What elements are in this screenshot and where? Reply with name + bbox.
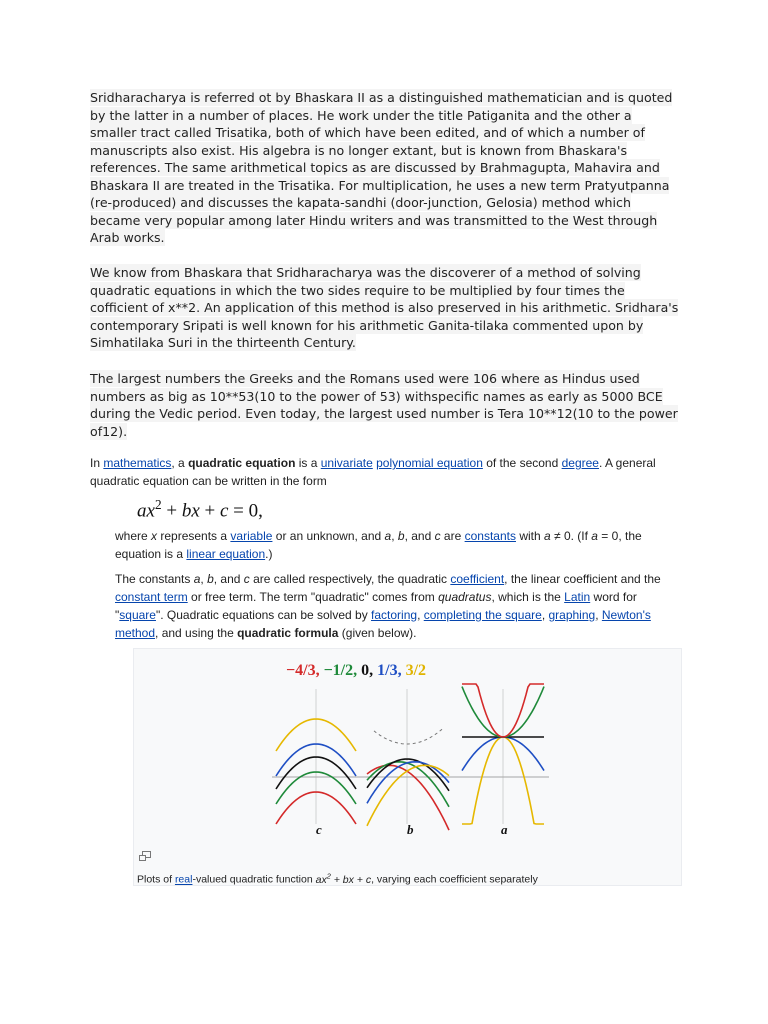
text: The constants: [115, 572, 194, 586]
text: = 0, the equation is a: [115, 529, 642, 561]
figure-panels: [272, 684, 549, 830]
text: , varying each coefficient separately: [371, 873, 538, 886]
curve-b-locus: [374, 729, 442, 744]
link-latin[interactable]: Latin: [564, 590, 591, 604]
enlarge-icon[interactable]: [139, 851, 151, 861]
paragraph-text: We know from Bhaskara that Sridharacharya was the discoverer of a method of solving quadratic equations in which the two sides require to be multiplied by four times the cofficient of x**2. An application of this method is also preserved in his arithmetic. Sridhara's contemporary Sripati is well known for his arithmetic Ganita-tilaka commented upon by Simhatilaka Suri in the thirteenth Century.: [90, 265, 679, 350]
text: of the second: [482, 456, 562, 470]
text: , a: [171, 456, 189, 470]
var-a: a: [544, 529, 551, 543]
text: or an unknown, and: [272, 529, 385, 543]
term-quadratic-equation: quadratic equation: [188, 456, 296, 470]
var-a: a: [591, 529, 598, 543]
text: ,: [417, 608, 424, 622]
wiki-variables-paragraph: [115, 527, 680, 563]
link-real[interactable]: real: [174, 873, 193, 886]
link-linear-equation[interactable]: linear equation: [186, 547, 266, 561]
link-completing-the-square[interactable]: completing the square: [423, 608, 542, 622]
var-b: b: [397, 529, 405, 543]
legend-value-1: −1/2,: [319, 662, 358, 679]
text: , and: [213, 572, 244, 586]
link-degree[interactable]: degree: [561, 456, 599, 470]
text: is a: [295, 456, 321, 470]
text: represents a: [157, 529, 231, 543]
link-constant-term[interactable]: constant term: [115, 590, 188, 604]
text: where: [115, 529, 152, 543]
text: ,: [391, 529, 398, 543]
paragraph-sridharacharya: [90, 89, 682, 247]
text: .): [265, 547, 273, 561]
text: . A general quadratic equation can be written in the form: [90, 456, 656, 488]
link-square[interactable]: square: [119, 608, 156, 622]
quadratic-formula-display: $ax^2$ + bx + c = 0,: [137, 497, 263, 522]
panel-label-a: a: [501, 822, 508, 837]
text: are called respectively, the quadratic: [249, 572, 451, 586]
text: (given below).: [338, 626, 417, 640]
text: Plots of: [137, 873, 175, 886]
link-graphing[interactable]: graphing: [548, 608, 596, 622]
text: with: [515, 529, 544, 543]
link-polynomial-equation[interactable]: polynomial equation: [376, 456, 483, 470]
text: ". Quadratic equations can be solved by: [155, 608, 372, 622]
link-constants[interactable]: constants: [464, 529, 516, 543]
text: , and: [404, 529, 435, 543]
var-a: a: [193, 572, 201, 586]
text: -valued quadratic function: [192, 873, 316, 886]
link-univariate[interactable]: univariate: [320, 456, 373, 470]
paragraph-text: Sridharacharya is referred ot by Bhaskara II as a distinguished mathematician and is quoted by the latter in a number of places. He work under the title Patiganita and the other a smaller tract called Trisatika, both of which have been edited, and of which a number of manuscripts also exist. His algebra is no longer extant, but is known from Bhaskara's references. The same arithmetical topics as are discussed by Brahmagupta, Mahavira and Bhaskara II are treated in the Trisatika. For multiplication, he uses a new term Pratyutpanna (re-produced) and discusses the kapata-sandhi (door-junction, Gelosia) method which became very popular among later Hindu writers and was transmitted to the West through Arab works.: [90, 90, 673, 245]
figure-caption: [137, 871, 538, 886]
figure-box: [133, 648, 682, 886]
var-b: b: [207, 572, 214, 586]
text: ,: [541, 608, 549, 622]
figure-legend: [286, 662, 426, 679]
panel-label-b: b: [407, 822, 414, 837]
panel-label-c: c: [316, 822, 322, 837]
quadratic-plots-figure[interactable]: [264, 649, 554, 849]
link-factoring[interactable]: factoring: [371, 608, 418, 622]
var-c: c: [434, 529, 441, 543]
term-quadratic-formula: quadratic formula: [237, 626, 339, 640]
var-x: x: [151, 529, 158, 543]
legend-value-4: 3/2: [401, 662, 427, 679]
text: , and using the: [155, 626, 238, 640]
wiki-intro-paragraph: [90, 454, 680, 490]
link-mathematics[interactable]: mathematics: [103, 456, 172, 470]
text: In: [90, 456, 104, 470]
text: , which is the: [491, 590, 565, 604]
link-variable[interactable]: variable: [230, 529, 273, 543]
legend-value-3: 1/3,: [373, 662, 402, 679]
text: ,: [200, 572, 208, 586]
text: ≠ 0. (If: [550, 529, 592, 543]
paragraph-large-numbers: [90, 370, 682, 440]
link-coefficient[interactable]: coefficient: [450, 572, 505, 586]
var-c: c: [243, 572, 250, 586]
wiki-constants-paragraph: [115, 570, 680, 642]
paragraph-text: The largest numbers the Greeks and the Romans used were 106 where as Hindus used numbers as big as 10**53(10 to the power of 53) withspecific names as early as 5000 BCE during the Vedic period. Even today, the largest used number is Tera 10**12(10 to the power of12).: [90, 371, 678, 439]
legend-value-0: −4/3,: [286, 662, 320, 679]
paragraph-quadratic-method: [90, 264, 682, 352]
term-quadratus: quadratus: [438, 590, 492, 604]
link-newtons-method[interactable]: Newton's method: [115, 608, 651, 640]
text: word for ": [115, 590, 637, 622]
caption-expression: $ax^2$ + bx + c: [315, 871, 372, 886]
text: , the linear coefficient and the: [504, 572, 661, 586]
var-a: a: [384, 529, 392, 543]
text: or free term. The term "quadratic" comes from: [187, 590, 439, 604]
legend-value-2: 0,: [357, 662, 374, 679]
legend-values: [286, 662, 426, 679]
text: are: [440, 529, 465, 543]
text: ,: [595, 608, 602, 622]
